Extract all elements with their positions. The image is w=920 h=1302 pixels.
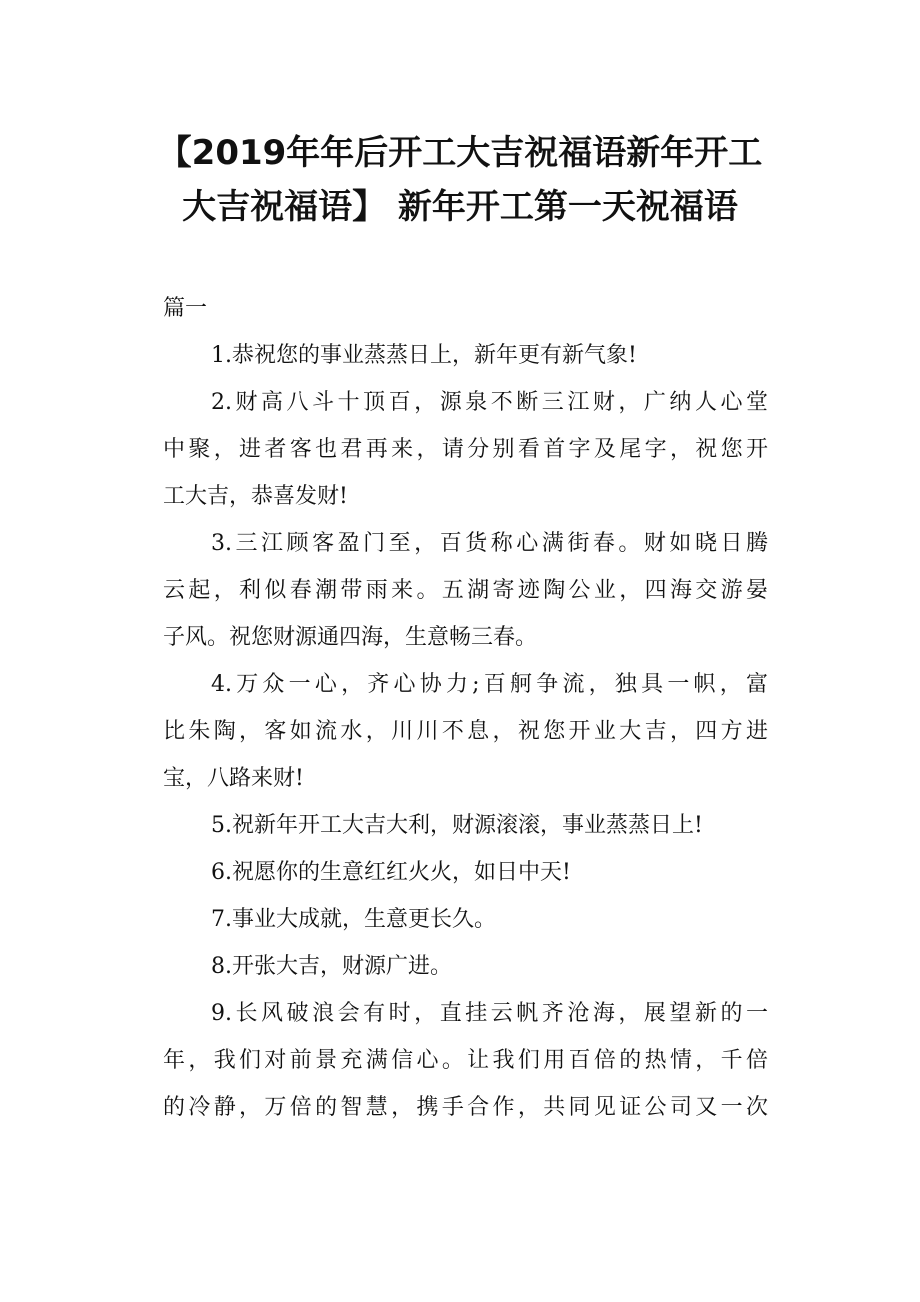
paragraph-line: 年，我们对前景充满信心。让我们用百倍的热情，千倍 — [163, 1048, 768, 1073]
title-line-1: 【2019年年后开工大吉祝福语新年开工 — [157, 133, 763, 173]
paragraph-2 — [163, 379, 768, 520]
paragraph-line: 子风。祝您财源通四海，生意畅三春。 — [163, 625, 538, 650]
paragraph-1 — [163, 332, 768, 379]
paragraph-line: 5.祝新年开工大吉大利，财源滚滚，事业蒸蒸日上! — [211, 813, 703, 838]
document-title — [150, 126, 770, 234]
paragraph-line: 2.财高八斗十顶百，源泉不断三江财，广纳人心堂 — [211, 390, 768, 415]
paragraph-4 — [163, 661, 768, 802]
paragraph-line: 中聚，进者客也君再来，请分别看首字及尾字，祝您开 — [163, 437, 768, 462]
paragraph-line: 宝，八路来财! — [163, 766, 304, 791]
paragraph-line: 云起，利似春潮带雨来。五湖寄迹陶公业，四海交游晏 — [163, 578, 768, 603]
paragraph-6 — [163, 849, 768, 896]
paragraph-line: 4.万众一心，齐心协力;百舸争流，独具一帜，富 — [211, 672, 768, 697]
paragraph-line: 工大吉，恭喜发财! — [163, 484, 348, 509]
paragraph-line: 6.祝愿你的生意红红火火，如日中天! — [211, 860, 571, 885]
paragraph-line: 的冷静，万倍的智慧，携手合作，共同见证公司又一次 — [163, 1095, 768, 1120]
paragraph-line: 3.三江顾客盈门至，百货称心满街春。财如晓日腾 — [211, 531, 768, 556]
document-body — [163, 285, 768, 1131]
paragraph-line: 9.长风破浪会有时，直挂云帆齐沧海，展望新的一 — [211, 1001, 768, 1026]
section-label: 篇一 — [163, 296, 208, 321]
paragraph-5 — [163, 802, 768, 849]
paragraph-line: 8.开张大吉，财源广进。 — [211, 954, 452, 979]
paragraph-7 — [163, 896, 768, 943]
paragraph-8 — [163, 943, 768, 990]
paragraph-line: 比朱陶，客如流水，川川不息，祝您开业大吉，四方进 — [163, 719, 768, 744]
paragraph-3 — [163, 520, 768, 661]
paragraph-9 — [163, 990, 768, 1131]
paragraph-line: 1.恭祝您的事业蒸蒸日上，新年更有新气象! — [211, 343, 637, 368]
title-line-2: 大吉祝福语】 新年开工第一天祝福语 — [182, 187, 738, 227]
paragraph-line: 7.事业大成就，生意更长久。 — [211, 907, 496, 932]
